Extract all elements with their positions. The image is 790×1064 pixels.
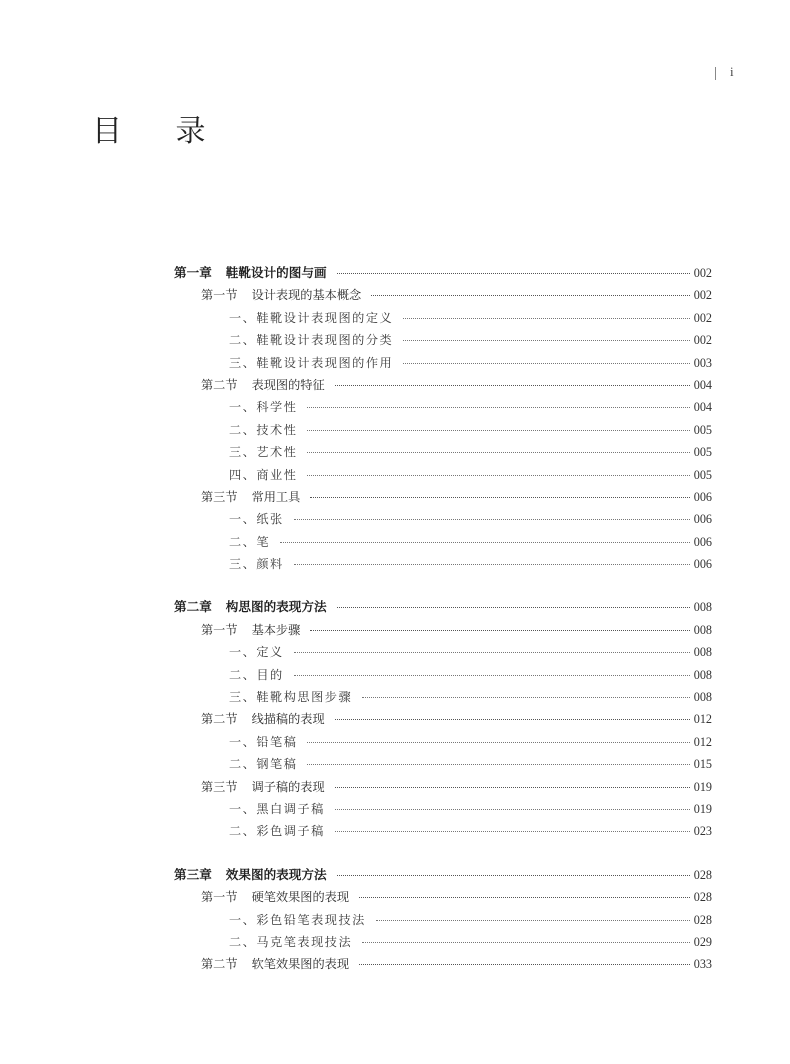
toc-item-entry-page-number: 002 <box>693 310 712 325</box>
toc-section-entry-number: 第一节 <box>201 288 238 303</box>
toc-item-entry-page-number: 008 <box>693 690 712 705</box>
toc-section-entry-number: 第二节 <box>201 957 238 972</box>
toc-item-entry-page-number: 008 <box>693 667 712 682</box>
toc-item-entry-page-number: 003 <box>693 355 712 370</box>
toc-item-entry[interactable] <box>174 329 712 351</box>
toc-item-entry[interactable] <box>174 531 712 553</box>
dot-leader <box>294 563 690 565</box>
dot-leader <box>359 896 690 898</box>
toc-item-entry-page-number: 004 <box>693 400 712 415</box>
dot-leader <box>337 272 690 274</box>
toc-item-entry[interactable] <box>174 664 712 686</box>
dot-leader <box>307 406 689 408</box>
toc-section-entry-label: 硬笔效果图的表现 <box>251 890 350 905</box>
toc-section-entry-page-number: 006 <box>693 489 712 504</box>
chapter-block <box>174 262 712 575</box>
toc-section-entry-number: 第一节 <box>201 622 238 637</box>
toc-item-entry-label: 二、目的 <box>229 667 284 682</box>
toc-item-entry-page-number: 015 <box>693 757 712 772</box>
toc-section-entry-label: 常用工具 <box>251 489 301 504</box>
toc-section-entry[interactable] <box>174 886 712 908</box>
dot-leader <box>280 541 690 543</box>
toc-section-entry-label: 基本步骤 <box>251 622 301 637</box>
dot-leader <box>376 919 690 921</box>
toc-section-entry[interactable] <box>174 619 712 641</box>
toc-section-entry[interactable] <box>174 284 712 306</box>
dot-leader <box>335 830 690 832</box>
toc-section-entry[interactable] <box>174 374 712 396</box>
toc-item-entry-page-number: 028 <box>693 912 712 927</box>
toc-item-entry-label: 二、钢笔稿 <box>229 757 298 772</box>
toc-item-entry[interactable] <box>174 798 712 820</box>
toc-item-entry-label: 三、鞋靴设计表现图的作用 <box>229 355 394 370</box>
toc-item-entry-page-number: 029 <box>693 934 712 949</box>
toc-section-entry-page-number: 019 <box>693 779 712 794</box>
toc-item-entry-label: 二、马克笔表现技法 <box>229 934 353 949</box>
toc-item-entry[interactable] <box>174 641 712 663</box>
toc-chapter-entry-number: 第一章 <box>174 265 212 280</box>
toc-section-entry-page-number: 004 <box>693 377 712 392</box>
dot-leader <box>310 496 689 498</box>
toc-item-entry-label: 二、彩色调子稿 <box>229 824 325 839</box>
toc-section-entry[interactable] <box>174 953 712 975</box>
toc-chapter-entry-page-number: 028 <box>693 867 712 882</box>
table-of-contents <box>174 262 712 997</box>
toc-item-entry-label: 二、技术性 <box>229 422 298 437</box>
toc-item-entry-page-number: 005 <box>693 445 712 460</box>
toc-item-entry[interactable] <box>174 307 712 329</box>
toc-chapter-entry-label: 鞋靴设计的图与画 <box>225 265 327 280</box>
dot-leader <box>294 674 690 676</box>
toc-item-entry[interactable] <box>174 464 712 486</box>
toc-item-entry-page-number: 019 <box>693 801 712 816</box>
toc-item-entry[interactable] <box>174 931 712 953</box>
toc-item-entry-page-number: 002 <box>693 333 712 348</box>
toc-item-entry-label: 三、颜料 <box>229 557 284 572</box>
toc-item-entry[interactable] <box>174 396 712 418</box>
toc-item-entry-page-number: 005 <box>693 467 712 482</box>
page-title: 目 录 <box>92 114 228 149</box>
toc-item-entry[interactable] <box>174 753 712 775</box>
dot-leader <box>403 362 689 364</box>
toc-item-entry-page-number: 008 <box>693 645 712 660</box>
toc-chapter-entry-label: 构思图的表现方法 <box>225 599 327 615</box>
toc-section-entry-label: 调子稿的表现 <box>251 779 325 794</box>
toc-item-entry[interactable] <box>174 731 712 753</box>
toc-section-entry[interactable] <box>174 776 712 798</box>
dot-leader <box>307 451 689 453</box>
toc-section-entry-page-number: 008 <box>693 622 712 637</box>
toc-chapter-entry-label: 效果图的表现方法 <box>225 866 327 882</box>
toc-item-entry-label: 一、铅笔稿 <box>229 734 298 749</box>
toc-item-entry-label: 三、艺术性 <box>229 445 298 460</box>
toc-section-entry-page-number: 002 <box>693 288 712 303</box>
toc-section-entry-label: 设计表现的基本概念 <box>251 288 362 303</box>
dot-leader <box>294 518 690 520</box>
toc-item-entry-label: 二、笔 <box>229 534 271 549</box>
toc-item-entry-label: 一、纸张 <box>229 512 284 527</box>
toc-item-entry[interactable] <box>174 352 712 374</box>
toc-item-entry[interactable] <box>174 419 712 441</box>
toc-section-entry-number: 第一节 <box>201 890 238 905</box>
toc-item-entry-label: 二、鞋靴设计表现图的分类 <box>229 333 394 348</box>
dot-leader <box>307 741 689 743</box>
toc-item-entry-page-number: 006 <box>693 534 712 549</box>
toc-chapter-entry-number: 第三章 <box>174 866 212 882</box>
toc-item-entry-page-number: 023 <box>693 824 712 839</box>
toc-item-entry-label: 三、鞋靴构思图步骤 <box>229 690 353 705</box>
dot-leader <box>335 384 690 386</box>
toc-chapter-entry[interactable] <box>174 864 712 886</box>
toc-item-entry[interactable] <box>174 553 712 575</box>
dot-leader <box>307 429 689 431</box>
toc-item-entry-page-number: 012 <box>693 734 712 749</box>
toc-chapter-entry[interactable] <box>174 596 712 618</box>
toc-section-entry-number: 第三节 <box>201 779 238 794</box>
dot-leader <box>371 294 689 296</box>
dot-leader <box>335 808 690 810</box>
page-marker-divider <box>715 67 716 80</box>
toc-item-entry[interactable] <box>174 820 712 842</box>
chapter-block <box>174 596 712 842</box>
toc-item-entry[interactable] <box>174 508 712 530</box>
toc-section-entry-number: 第二节 <box>201 712 238 727</box>
toc-item-entry[interactable] <box>174 909 712 931</box>
toc-section-entry-number: 第三节 <box>201 489 238 504</box>
toc-section-entry-label: 软笔效果图的表现 <box>251 957 350 972</box>
toc-section-entry-page-number: 028 <box>693 890 712 905</box>
toc-item-entry-label: 四、商业性 <box>229 467 298 482</box>
dot-leader <box>362 941 690 943</box>
dot-leader <box>307 474 689 476</box>
dot-leader <box>337 606 690 608</box>
page-number: i <box>730 64 734 79</box>
toc-item-entry-page-number: 005 <box>693 422 712 437</box>
toc-section-entry-page-number: 012 <box>693 712 712 727</box>
toc-chapter-entry-page-number: 002 <box>693 266 712 280</box>
dot-leader <box>403 339 689 341</box>
toc-item-entry[interactable] <box>174 686 712 708</box>
toc-item-entry-label: 一、彩色铅笔表现技法 <box>229 912 366 927</box>
toc-item-entry-label: 一、黑白调子稿 <box>229 801 325 816</box>
dot-leader <box>359 963 690 965</box>
dot-leader <box>362 696 690 698</box>
toc-section-entry[interactable] <box>174 708 712 730</box>
toc-item-entry-label: 一、定义 <box>229 645 284 660</box>
toc-chapter-entry-page-number: 008 <box>693 600 712 615</box>
dot-leader <box>294 651 690 653</box>
toc-section-entry-page-number: 033 <box>693 957 712 972</box>
dot-leader <box>307 763 689 765</box>
chapter-block <box>174 864 712 976</box>
dot-leader <box>403 317 689 319</box>
page-number-marker <box>715 64 734 80</box>
toc-item-entry-label: 一、鞋靴设计表现图的定义 <box>229 310 394 325</box>
dot-leader <box>335 786 690 788</box>
toc-item-entry-page-number: 006 <box>693 557 712 572</box>
toc-section-entry[interactable] <box>174 486 712 508</box>
toc-item-entry[interactable] <box>174 441 712 463</box>
dot-leader <box>337 874 690 876</box>
toc-chapter-entry[interactable] <box>174 262 712 284</box>
toc-item-entry-page-number: 006 <box>693 512 712 527</box>
dot-leader <box>335 718 690 720</box>
toc-chapter-entry-number: 第二章 <box>174 599 212 615</box>
toc-section-entry-label: 表现图的特征 <box>251 377 325 392</box>
dot-leader <box>310 629 689 631</box>
toc-section-entry-number: 第二节 <box>201 377 238 392</box>
toc-item-entry-label: 一、科学性 <box>229 400 298 415</box>
toc-section-entry-label: 线描稿的表现 <box>251 712 325 727</box>
